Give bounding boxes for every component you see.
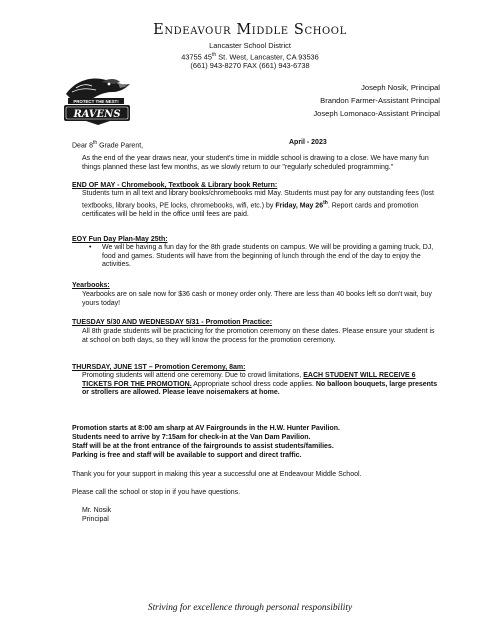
section-body-fun-day: We will be having a fun day for the 8th grade students on campus. We will be providing a gaming truck, DJ, food and games. Students will have from the beginning of lunch through the end of the day to enjoy the activities. <box>102 244 434 269</box>
assistant-principal-2: Joseph Lomonaco-Assistant Principal <box>313 109 440 118</box>
bullet-icon: • <box>89 244 92 251</box>
intro-paragraph: As the end of the year draws near, your student's time in middle school is drawing to a close. We have many fun things planned these last few months, as we slowly return to our "regularly scheduled programming." <box>82 155 429 171</box>
signature-title: Principal <box>82 516 109 523</box>
closing-contact: Please call the school or stop in if you have questions. <box>72 489 241 496</box>
closing-thanks: Thank you for your support in making this year a successful one at Endeavour Middle School. <box>72 471 362 478</box>
ceremony-info-1: Promotion starts at 8:00 am sharp at AV Fairgrounds in the H.W. Hunter Pavilion. <box>72 425 340 432</box>
logo-banner-text: PROTECT THE NEST! <box>73 98 119 104</box>
salutation: Dear 8th Grade Parent, <box>72 140 144 150</box>
section-heading-returns: END OF MAY - Chromebook, Textbook & Library book Return: <box>72 182 278 189</box>
district-name: Lancaster School District <box>209 41 291 50</box>
section-body-yearbooks: Yearbooks are on sale now for $36 cash or money order only. There are less than 40 books left so don't wait, buy yours today! <box>82 291 432 307</box>
section-body-ceremony: Promoting students will attend one ceremony. Due to crowd limitations, EACH STUDENT WILL RECEIVE 6 TICKETS FOR THE PROMOTION. Appropriate school dress code applies. No balloon bouquets, large presents or strollers are allowed. Please leave noisemakers at home. <box>82 372 438 397</box>
assistant-principal-1: Brandon Farmer-Assistant Principal <box>320 96 440 105</box>
signature-name: Mr. Nosik <box>82 507 112 514</box>
logo-ravens-text: RAVENS <box>73 109 121 120</box>
section-body-practice: All 8th grade students will be practicing for the promotion ceremony on these dates. Please ensure your student is at school on both days, so they will know the process for the promotion ceremony. <box>82 328 435 344</box>
section-heading-fun-day: EOY Fun Day Plan-May 25th: <box>72 236 168 243</box>
ceremony-info-2: Students need to arrive by 7:15am for check-in at the Van Dam Pavilion. <box>72 434 311 441</box>
ceremony-info-4: Parking is free and staff will be available to support and direct traffic. <box>72 452 302 459</box>
school-address: 43755 45th St. West, Lancaster, CA 93536 <box>181 52 319 62</box>
section-heading-yearbooks: Yearbooks: <box>72 282 110 289</box>
ravens-logo <box>62 74 134 126</box>
school-phone: (661) 943-8270 FAX (661) 943-6738 <box>190 61 310 70</box>
section-heading-ceremony: THURSDAY, JUNE 1ST – Promotion Ceremony, 8am: <box>72 364 246 371</box>
section-body-returns: Students turn in all text and library books/chromebooks mid May. Students must pay for any outstanding fees (lost textbooks, library books, PE locks, chromebooks, wifi, etc.) by Friday, May 26th. Report cards and promotion certificates will be held in the office until fees are paid. <box>82 190 434 218</box>
section-heading-practice: TUESDAY 5/30 AND WEDNESDAY 5/31 - Promotion Practice: <box>72 319 273 326</box>
footer-motto: Striving for excellence through personal responsibility <box>147 603 353 613</box>
letter-date: April - 2023 <box>289 139 327 146</box>
ceremony-info-3: Staff will be at the front entrance of the fairgrounds to assist students/families. <box>72 443 334 450</box>
school-name: Endeavour Middle School <box>153 22 347 38</box>
principal-name: Joseph Nosik, Principal <box>361 83 440 92</box>
